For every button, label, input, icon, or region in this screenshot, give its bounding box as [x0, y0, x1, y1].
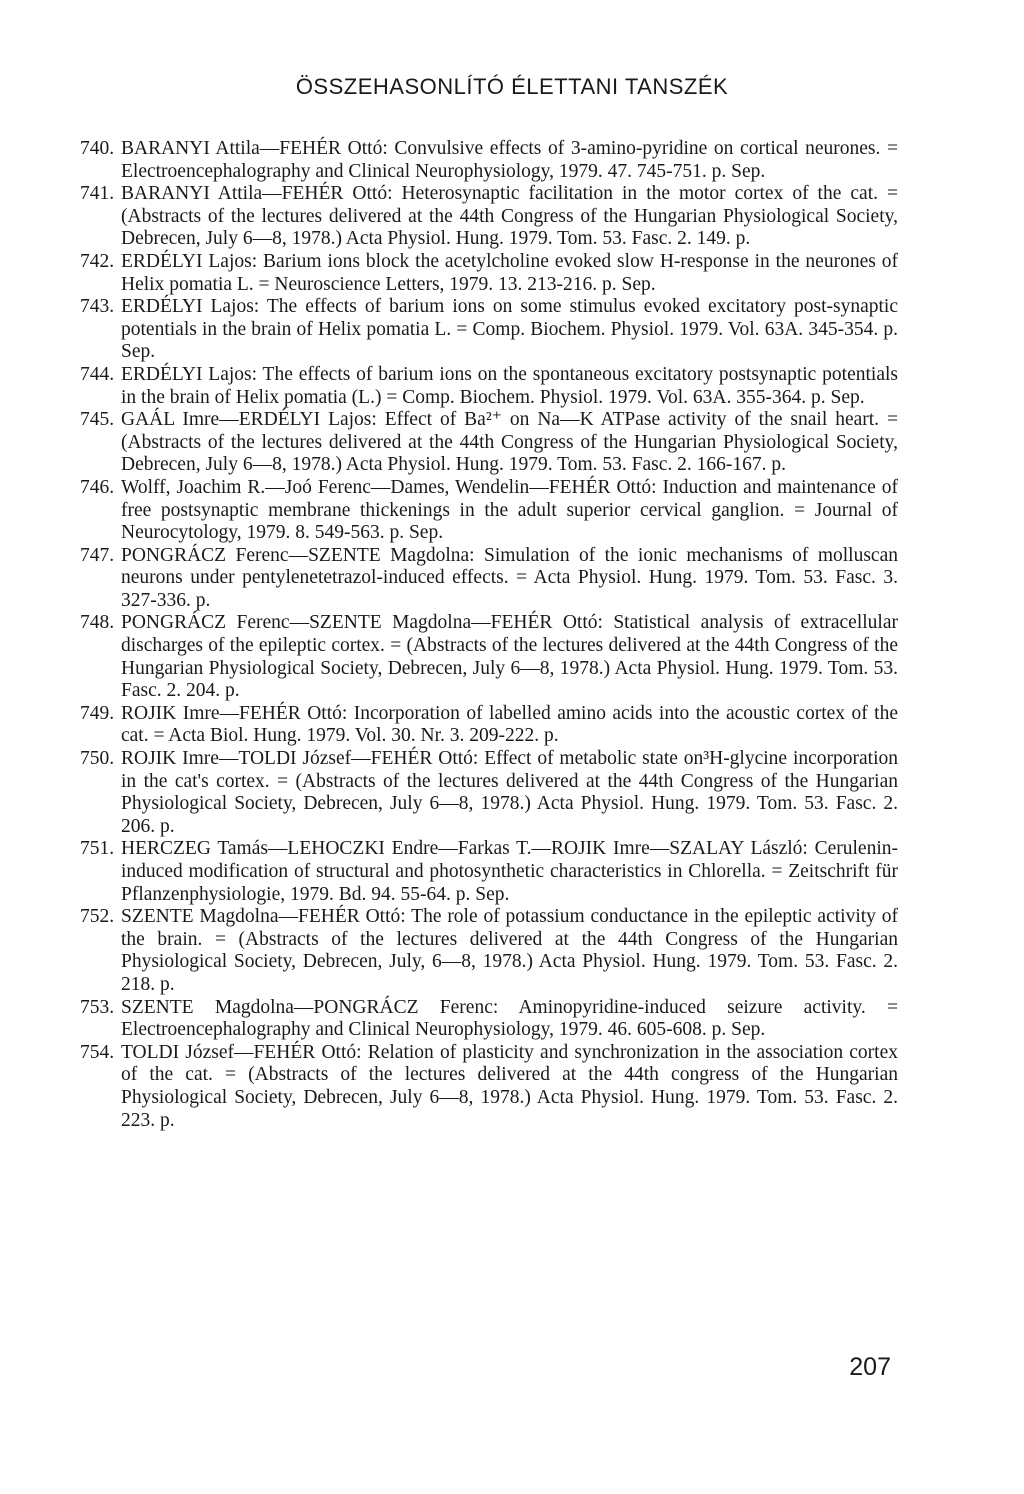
entry-text: PONGRÁCZ Ferenc—SZENTE Magdolna—FEHÉR Ottó: Statistical analysis of extracellular discharges of the epileptic cortex. = (Abstracts of the lectures delivered at the 44th Congress of the Hungarian Physiological Society, Debrecen, July 6—8, 1978.) Acta Physiol. Hung. 1979. Tom. 53. Fasc. 2. 204. p.: [121, 612, 898, 702]
entry-text: SZENTE Magdolna—PONGRÁCZ Ferenc: Aminopyridine-induced seizure activity. = Electroencephalography and Clinical Neurophysiology, 1979. 46. 605-608. p. Sep.: [121, 996, 898, 1041]
entry-text: PONGRÁCZ Ferenc—SZENTE Magdolna: Simulation of the ionic mechanisms of molluscan neurons under pentylenetetrazol-induced effects. = Acta Physiol. Hung. 1979. Tom. 53. Fasc. 3. 327-336. p.: [121, 544, 898, 611]
bibliography-entry: [80, 477, 898, 545]
bibliography-entry: [80, 703, 898, 748]
entry-number: 752.: [80, 906, 115, 928]
entry-number: 747.: [80, 544, 115, 566]
entry-text: Wolff, Joachim R.—Joó Ferenc—Dames, Wendelin—FEHÉR Ottó: Induction and maintenance of free postsynaptic membrane thickenings in the adult superior cervical ganglion. = Journal of Neurocytology, 1979. 8. 549-563. p. Sep.: [121, 476, 898, 544]
bibliography-entry: [80, 838, 898, 906]
entry-number: 744.: [80, 363, 115, 385]
bibliography-entry: [80, 997, 898, 1042]
entry-text: GAÁL Imre—ERDÉLYI Lajos: Effect of Ba²⁺ on Na—K ATPase activity of the snail heart. = (Abstracts of the lectures delivered at the 44th Congress of the Hungarian Physiological Society, Debrecen, July 6—8, 1978.) Acta Physiol. Hung. 1979. Tom. 53. Fasc. 2. 166-167. p.: [121, 409, 898, 476]
entry-number: 742.: [80, 250, 115, 272]
entry-text: ROJIK Imre—TOLDI József—FEHÉR Ottó: Effect of metabolic state on³H-glycine incorporation in the cat's cortex. = (Abstracts of the lectures delivered at the 44th Congress of the Hungarian Physiological Society, Debrecen, July 6—8, 1978.) Acta Physiol. Hung. 1979. Tom. 53. Fasc. 2. 206. p.: [121, 748, 898, 837]
bibliography-entry: [80, 183, 898, 251]
entry-number: 745.: [80, 409, 115, 431]
entry-text: BARANYI Attila—FEHÉR Ottó: Heterosynaptic facilitation in the motor cortex of the cat. = (Abstracts of the lectures delivered at the 44th Congress of the Hungarian Physiological Society, Debrecen, July 6—8, 1978.) Acta Physiol. Hung. 1979. Tom. 53. Fasc. 2. 149. p.: [121, 183, 898, 250]
bibliography-entry: [80, 138, 898, 183]
page-header: ÖSSZEHASONLÍTÓ ÉLETTANI TANSZÉK: [295, 74, 729, 99]
bibliography-entry: [80, 748, 898, 838]
bibliography-entry: [80, 906, 898, 996]
entry-text: ERDÉLYI Lajos: The effects of barium ions on some stimulus evoked excitatory post-synaptic potentials in the brain of Helix pomatia L. = Comp. Biochem. Physiol. 1979. Vol. 63A. 345-354. p. Sep.: [121, 296, 898, 363]
entry-text: SZENTE Magdolna—FEHÉR Ottó: The role of potassium conductance in the epileptic activity of the brain. = (Abstracts of the lectures delivered at the 44th Congress of the Hungarian Physiological Society, Debrecen, July, 6—8, 1978.) Acta Physiol. Hung. 1979. Tom. 53. Fasc. 2. 218. p.: [121, 906, 898, 995]
entry-text: HERCZEG Tamás—LEHOCZKI Endre—Farkas T.—ROJIK Imre—SZALAY László: Cerulenin-induced modification of structural and photosynthetic characteristics in Chlorella. = Zeitschrift für Pflanzenphysiologie, 1979. Bd. 94. 55-64. p. Sep.: [121, 838, 898, 905]
entry-number: 741.: [80, 183, 115, 205]
bibliography-entry: [80, 364, 898, 409]
entry-number: 754.: [80, 1041, 115, 1063]
bibliography-entry: [80, 409, 898, 477]
entry-text: ERDÉLYI Lajos: The effects of barium ions on the spontaneous excitatory postsynaptic potentials in the brain of Helix pomatia (L.) = Comp. Biochem. Physiol. 1979. Vol. 63A. 355-364. p. Sep.: [121, 363, 898, 408]
entry-number: 753.: [80, 996, 115, 1018]
bibliography-entry: [80, 1042, 898, 1132]
entry-number: 746.: [80, 476, 115, 498]
bibliography-entry: [80, 612, 898, 702]
bibliography-list: [80, 138, 898, 1132]
bibliography-entry: [80, 296, 898, 364]
entry-number: 751.: [80, 838, 115, 860]
entry-number: 748.: [80, 612, 115, 634]
entry-number: 743.: [80, 296, 115, 318]
entry-number: 750.: [80, 748, 115, 770]
entry-text: ERDÉLYI Lajos: Barium ions block the acetylcholine evoked slow H-response in the neurones of Helix pomatia L. = Neuroscience Letters, 1979. 13. 213-216. p. Sep.: [121, 250, 898, 295]
bibliography-entry: [80, 251, 898, 296]
bibliography-entry: [80, 545, 898, 613]
entry-text: TOLDI József—FEHÉR Ottó: Relation of plasticity and synchronization in the association cortex of the cat. = (Abstracts of the lectures delivered at the 44th congress of the Hungarian Physiological Society, Debrecen, July 6—8, 1978.) Acta Physiol. Hung. 1979. Tom. 53. Fasc. 2. 223. p.: [121, 1041, 898, 1131]
entry-number: 749.: [80, 702, 115, 724]
page-number: 207: [849, 1353, 891, 1381]
entry-number: 740.: [80, 138, 115, 159]
entry-text: BARANYI Attila—FEHÉR Ottó: Convulsive effects of 3-amino-pyridine on cortical neurones. = Electroencephalography and Clinical Neurophysiology, 1979. 47. 745-751. p. Sep.: [121, 138, 898, 182]
entry-text: ROJIK Imre—FEHÉR Ottó: Incorporation of labelled amino acids into the acoustic cortex of the cat. = Acta Biol. Hung. 1979. Vol. 30. Nr. 3. 209-222. p.: [121, 702, 898, 747]
